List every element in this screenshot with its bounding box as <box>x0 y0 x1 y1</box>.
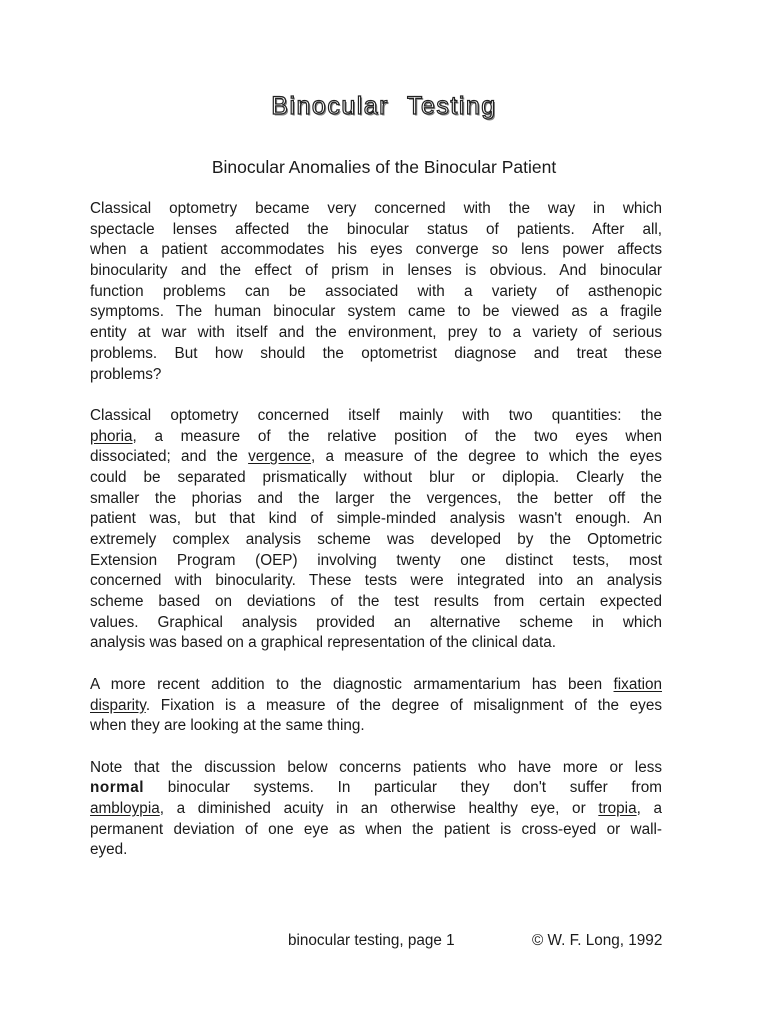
text-line: entity at war with itself and the environment, prey to a variety of serious <box>90 324 662 342</box>
text-line: values. Graphical analysis provided an alternative scheme in which <box>90 613 662 631</box>
text-line <box>90 447 662 468</box>
text-line <box>90 696 662 717</box>
text-line: problems? <box>90 365 162 383</box>
term-vergence: vergence <box>248 448 312 466</box>
text-line: eyed. <box>90 841 128 859</box>
text-segment: , a <box>636 799 662 817</box>
text-line: when they are looking at the same thing. <box>90 717 365 735</box>
text-line: symptoms. The human binocular system came to be viewed as a fragile <box>90 303 662 321</box>
footer-page-label: binocular testing, page 1 <box>288 932 455 949</box>
text-line <box>90 799 662 820</box>
text-line: permanent deviation of one eye as when the patient is cross-eyed or wall- <box>90 820 662 838</box>
term-tropia: tropia <box>598 799 637 817</box>
text-line: analysis was based on a graphical representation of the clinical data. <box>90 634 556 652</box>
text-segment: , a measure of the relative position of the two eyes when <box>132 427 662 445</box>
text-line: concerned with binocularity. These tests were integrated into an analysis <box>90 572 662 590</box>
text-segment: binocular systems. In particular they don't suffer from <box>144 779 662 797</box>
text-line: extremely complex analysis scheme was developed by the Optometric <box>90 531 662 548</box>
text-line: smaller the phorias and the larger the vergences, the better off the <box>90 489 662 507</box>
text-line: scheme based on deviations of the test results from certain expected <box>90 593 662 611</box>
text-line: function problems can be associated with a variety of asthenopic <box>90 282 662 300</box>
paragraph-1 <box>90 199 662 385</box>
emphasis-normal: normal <box>90 779 144 797</box>
text-line: when a patient accommodates his eyes converge so lens power affects <box>90 241 662 259</box>
text-segment: , a diminished acuity in an otherwise healthy eye, or <box>159 799 599 817</box>
text-segment: A more recent addition to the diagnostic armamentarium has been <box>90 675 614 693</box>
term-ambloypia: ambloypia <box>90 799 160 817</box>
text-line: could be separated prismatically without blur or diplopia. Clearly the <box>90 468 662 486</box>
term-fixation: fixation <box>613 675 662 693</box>
term-phoria: phoria <box>90 427 133 445</box>
text-segment: . Fixation is a measure of the degree of misalignment of the eyes <box>145 696 662 714</box>
text-line <box>90 427 662 448</box>
document-body <box>90 199 662 882</box>
paragraph-4 <box>90 758 662 861</box>
page-title: Binocular Testing <box>271 92 497 120</box>
text-segment: , a measure of the degree to which the eyes <box>311 448 662 466</box>
page-subtitle: Binocular Anomalies of the Binocular Patient <box>211 157 557 177</box>
text-line: problems. But how should the optometrist diagnose and treat these <box>90 344 662 362</box>
text-line: Classical optometry became very concerned with the way in which <box>90 200 662 217</box>
text-segment: dissociated; and the <box>90 448 249 466</box>
paragraph-2 <box>90 406 662 654</box>
text-line: Classical optometry concerned itself mainly with two quantities: the <box>90 406 662 424</box>
text-line <box>90 675 662 696</box>
paragraph-3 <box>90 675 662 737</box>
term-disparity: disparity <box>90 696 146 714</box>
text-line: Extension Program (OEP) involving twenty one distinct tests, most <box>90 551 662 569</box>
text-line: patient was, but that kind of simple-minded analysis wasn't enough. An <box>90 510 662 528</box>
footer-copyright: © W. F. Long, 1992 <box>532 932 663 949</box>
text-line: spectacle lenses affected the binocular status of patients. After all, <box>90 220 662 238</box>
text-line <box>90 778 662 799</box>
text-line: binocularity and the effect of prism in lenses is obvious. And binocular <box>90 262 662 280</box>
text-line: Note that the discussion below concerns patients who have more or less <box>90 758 662 776</box>
